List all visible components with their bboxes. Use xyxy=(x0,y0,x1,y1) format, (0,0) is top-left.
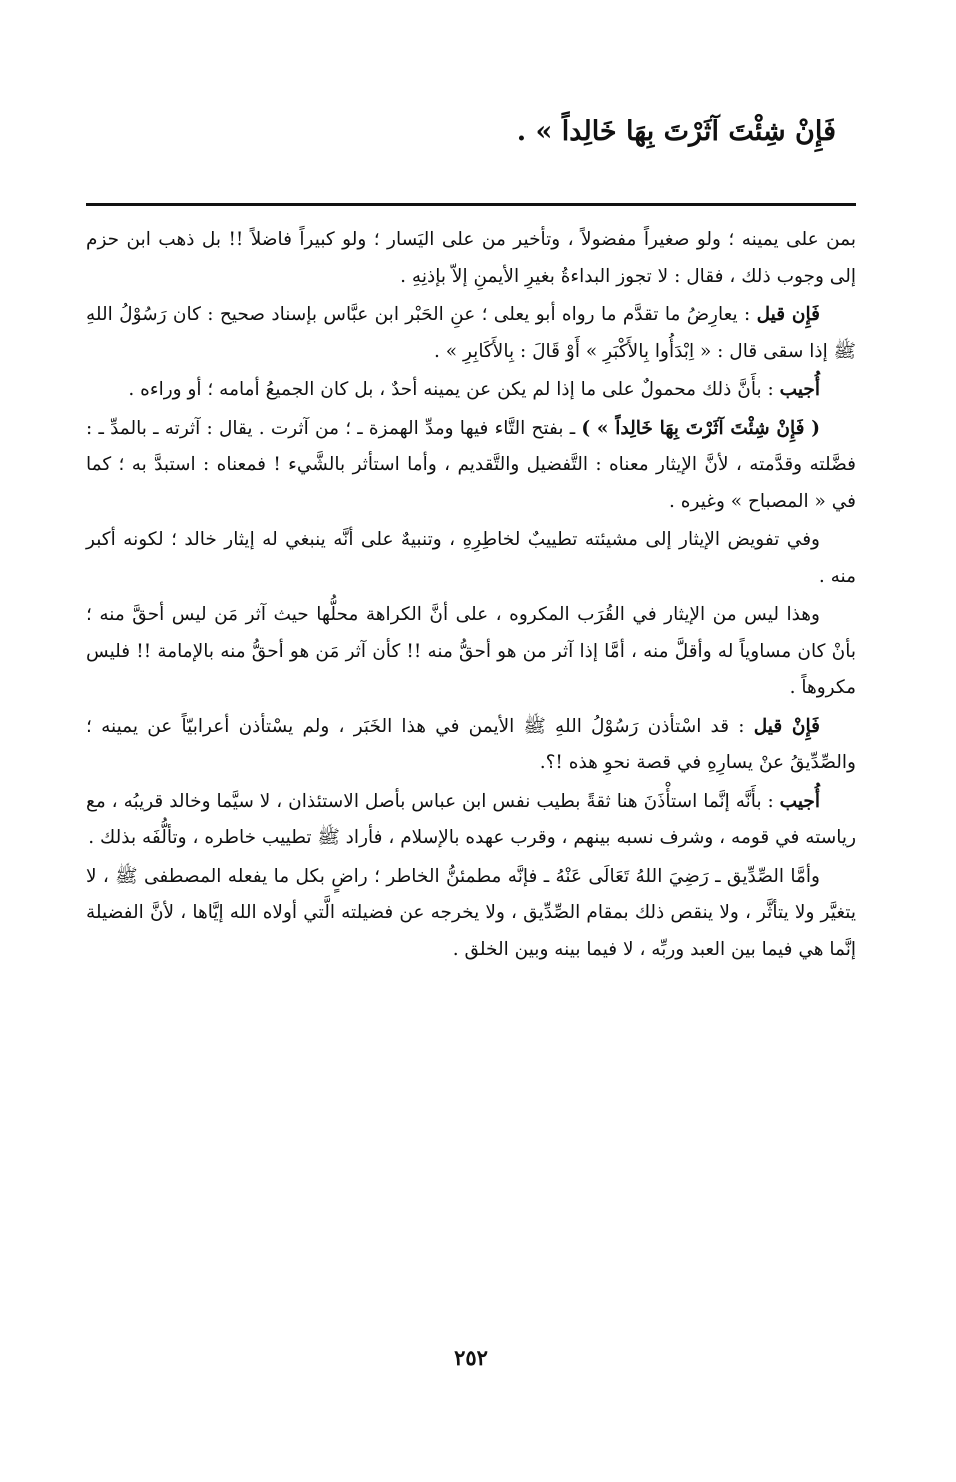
paragraph xyxy=(86,297,856,370)
paragraph-lead: فَإِن قيل xyxy=(756,304,821,325)
paragraph xyxy=(86,859,856,969)
paragraph xyxy=(86,522,856,595)
paragraph-lead: أُجيب xyxy=(779,379,820,400)
quoted-hadith-line: فَإِنْ شِئْتَ آثَرْتَ بِهَا خَالِداً » . xyxy=(516,116,836,147)
paragraph-text: وهذا ليس من الإيثار في القُرَب المكروه ، على أنَّ الكراهة محلُّها حيث آثر مَن ليس أحقَّ منه ؛ بأنْ كان مساوياً له وأقلَّ منه ، أمَّا إذا آثر من هو أحقُّ منه !! كأن آثر مَن هو أحقُّ منه بالإمامة !! فليس مكروهاً . xyxy=(86,604,856,698)
paragraph xyxy=(86,411,856,521)
paragraph-text: ـ بفتح التَّاء فيها ومدِّ الهمزة ـ ؛ من آثرت . يقال : آثرته ـ بالمدِّ ـ : فضَّلته وقدَّمته ، لأنَّ الإيثار معناه : التَّفضيل والتَّقديم ، وأما استأثر بالشَّيء ! فمعناه : استبدَّ به ؛ كما في « المصباح » وغيره . xyxy=(86,417,856,512)
commentary-text xyxy=(86,222,856,970)
paragraph-text: : بأَنَّه إنَّما استأْذَنَ هنا ثقةً بطيب نفس ابن عباس بأصل الاستئذان ، لا سيَّما وخالد قريبُه ، مع رياسته في قومه ، وشرف نسبه بينهم ، وقرب عهده بالإسلام ، فأراد ﷺ تطييب خاطره ، وتألُّفَه بذلك . xyxy=(86,790,856,848)
paragraph xyxy=(86,372,856,409)
paragraph-text: وأمَّا الصِّدِّيق ـ رَضِيَ اللهُ تَعَالَى عَنْهُ ـ فإنَّه مطمئنُّ الخاطر ؛ راضٍ بكل ما يفعله المصطفى ﷺ ، لا يتغيَّر ولا يتأثَّر ، ولا ينقص ذلك بمقام الصِّدِّيق ، ولا يخرجه عن فضيلته الَّتي أولاه الله إيَّاها ، لأنَّ الفضيلة إنَّما هي فيما بين العبد وربِّه ، لا فيما بينه وبين الخلق . xyxy=(86,865,856,960)
paragraph-lead: فَإِنْ قيل xyxy=(753,715,820,737)
paragraph-lead: ( فَإِنْ شِئْتَ آثَرْتَ بِهَا خَالِداً » ) xyxy=(581,417,820,439)
paragraph-text: وفي تفويض الإيثار إلى مشيئته تطييبٌ لخاطِرِهِ ، وتنبيهٌ على أنَّه ينبغي له إيثار خالد ؛ لكونه أكبر منه . xyxy=(86,529,856,587)
paragraph-lead: أُجيب xyxy=(779,790,820,812)
paragraph-text: : يعارِضُ ما تقدَّم ما رواه أبو يعلى ؛ عنِ الحَبْر ابن عبَّاس بإسناد صحيح : كان رَسُوْلُ اللهِ ﷺ إذا سقى قال : « اِبْدَأُوا بِالأَكْبَرِ » أَوْ قَالَ : بِالأَكَابِرِ » . xyxy=(86,304,856,362)
page-number: ٢٥٢ xyxy=(454,1345,488,1370)
paragraph-text: : قد اسْتأذن رَسُوْلُ اللهِ ﷺ الأيمن في هذا الخَبَر ، ولم يسْتأذن أعرابيّاً عن يمينه ؛ والصِّدِّيقُ عنْ يسارِهِ في قصة نحوِ هذه !؟. xyxy=(86,715,856,773)
paragraph xyxy=(86,709,856,782)
paragraph xyxy=(86,784,856,857)
paragraph xyxy=(86,222,856,295)
footnote-separator-rule xyxy=(86,203,856,206)
paragraph-text: بمن على يمينه ؛ ولو صغيراً مفضولاً ، وتأخير من على اليَسار ؛ ولو كبيراً فاضلاً !! بل ذهب ابن حزم إلى وجوب ذلك ، فقال : لا تجوز البداءةُ بغيرِ الأيمنِ إلاّ بإذنِهِ . xyxy=(86,229,856,287)
paragraph-text: : بأَنَّ ذلك محمولٌ على ما إذا لم يكن عن يمينه أحدٌ ، بل كان الجميعُ أمامه ؛ أو وراءه . xyxy=(128,379,780,400)
book-page xyxy=(86,0,856,1482)
paragraph xyxy=(86,597,856,707)
